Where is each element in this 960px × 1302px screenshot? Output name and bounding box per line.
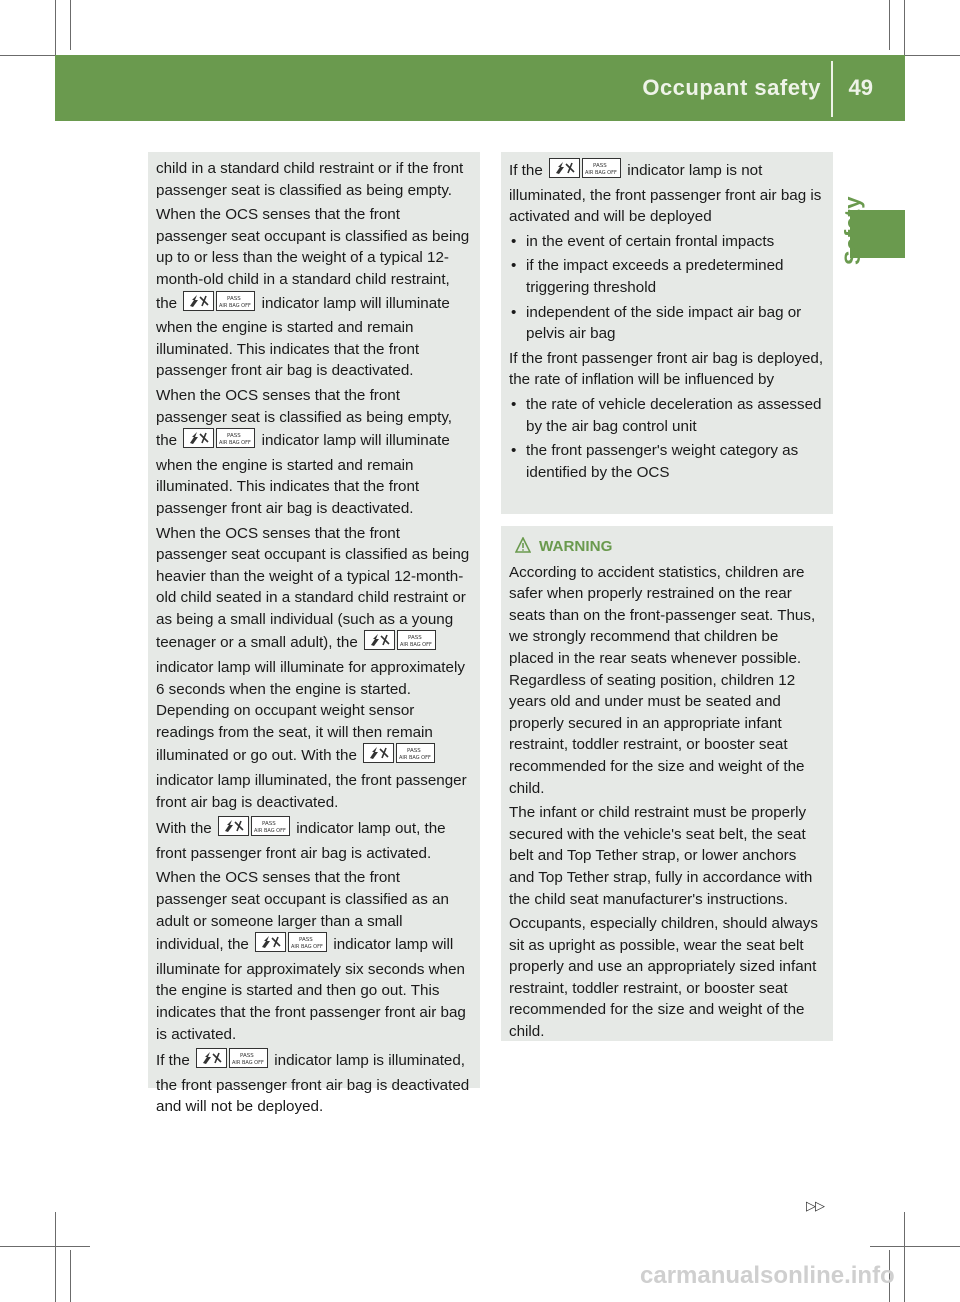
bullet-list [509, 231, 825, 345]
right-top-panel [501, 152, 833, 514]
pass-air-bag-off-icon [364, 630, 436, 657]
list-item: • the front passenger's weight category as identified by the OCS [509, 440, 825, 483]
paragraph: When the OCS senses that the front passenger seat occupant is classified as being heavier than the weight of a typical 12-month-old child seated in a standard child restraint or as being a small individual (such as a young teenager or a small adult), the PASS AIR BAG OFF indicator lamp will illuminate for approximately 6 seconds when the engine is started. Depending on occupant weight sensor readings from the seat, it will then remain illuminated or go out. With the PASS AIR BAG OFF indicator lamp illuminated, the front passenger front air bag is deactivated. [156, 524, 470, 811]
warning-label: WARNING [539, 538, 613, 555]
warning-panel [501, 526, 833, 1041]
pass-air-bag-off-icon [218, 816, 290, 843]
paragraph: When the OCS senses that the front passenger seat occupant is classified as being up to or less than the weight of a typical 12-month-old child in a standard child restraint, the PASS AIR BAG OFF indicator lamp will illuminate when the engine is started and remain illuminated. This indicates that the front passenger front air bag is deactivated. [156, 206, 470, 380]
svg-text:AIR BAG OFF: AIR BAG OFF [585, 170, 617, 176]
crop-mark [70, 0, 71, 50]
crop-mark [0, 1246, 90, 1247]
svg-text:AIR BAG OFF: AIR BAG OFF [219, 302, 252, 309]
paragraph: According to accident statistics, children are safer when properly restrained on the rear seats than on the front-passenger seat. Thus, we strongly recommend that children be placed in the rear seats whenever possible. Regardless of seating position, children 12 years old and under must be seated and properly secured in an appropriate infant restraint, toddler restraint, or booster seat recommended for the size and weight of the child. [509, 563, 816, 797]
paragraph: Occupants, especially children, should always sit as upright as possible, wear the seat belt properly and use an appropriately sized infant restraint, toddler restraint, or booster seat recommended for the size and weight of the child. [509, 915, 818, 1041]
pass-air-bag-off-icon [255, 932, 327, 959]
list-item: • independent of the side impact air bag or pelvis air bag [509, 302, 825, 345]
svg-text:AIR BAG OFF: AIR BAG OFF [219, 440, 252, 447]
page-number: 49 [848, 75, 873, 100]
paragraph: The infant or child restraint must be properly secured with the vehicle's seat belt, the seat belt and Top Tether strap, or lower anchors and Top Tether strap, fully in accordance with the child seat manufacturer's instructions. [509, 804, 813, 908]
side-tab-label: Safety [840, 196, 865, 266]
svg-text:AIR BAG OFF: AIR BAG OFF [253, 828, 286, 835]
svg-text:AIR BAG OFF: AIR BAG OFF [291, 944, 323, 951]
paragraph: With the PASS AIR BAG OFF indicator lamp out, the front passenger front air bag is activated. [156, 816, 472, 864]
crop-mark [55, 1212, 56, 1302]
paragraph: If the front passenger front air bag is deployed, the rate of inflation will be influenced by [509, 349, 824, 389]
svg-text:PASS: PASS [408, 635, 422, 642]
svg-text:PASS: PASS [240, 1053, 254, 1060]
watermark: carmanualsonline.info [640, 1262, 895, 1289]
crop-mark [70, 1250, 71, 1302]
crop-mark [870, 1246, 960, 1247]
svg-text:PASS: PASS [407, 748, 421, 755]
svg-text:PASS: PASS [261, 821, 276, 828]
crop-mark [904, 1212, 905, 1302]
svg-text:PASS: PASS [593, 163, 607, 169]
paragraph: When the OCS senses that the front passenger seat occupant is classified as an adult or someone larger than a small individual, the PASS AIR BAG OFF indicator lamp will illuminate for approximately six seconds when the engine is started and then go out. This indicates that the front passenger front air bag is activated. [156, 869, 466, 1043]
list-item: • if the impact exceeds a predetermined triggering threshold [509, 255, 825, 298]
svg-text:AIR BAG OFF: AIR BAG OFF [400, 642, 432, 649]
warning-triangle-icon [515, 537, 531, 553]
pass-air-bag-off-icon [183, 428, 255, 455]
svg-text:PASS: PASS [227, 295, 242, 302]
continue-arrows-icon: ▷▷ [806, 1198, 824, 1213]
svg-text:PASS: PASS [299, 937, 313, 944]
pass-air-bag-off-icon [549, 158, 621, 185]
pass-air-bag-off-icon [363, 743, 435, 770]
svg-text:AIR BAG OFF: AIR BAG OFF [232, 1060, 264, 1067]
paragraph: When the OCS senses that the front passenger seat is classified as being empty, the PASS AIR BAG OFF indicator lamp will illuminate when the engine is started and remain illuminated. This indicates that the front passenger front air bag is deactivated. [156, 386, 453, 517]
crop-mark [889, 0, 890, 50]
header-divider [831, 61, 833, 117]
pass-air-bag-off-icon [196, 1048, 268, 1075]
bullet-list [509, 394, 825, 483]
list-item: • the rate of vehicle deceleration as assessed by the air bag control unit [509, 394, 825, 437]
section-title: Occupant safety [642, 75, 821, 100]
left-column-panel [148, 152, 480, 1116]
paragraph: child in a standard child restraint or if the front passenger seat is classified as being empty. [156, 160, 464, 199]
paragraph: If the PASS AIR BAG OFF indicator lamp is not illuminated, the front passenger front air bag is activated and will be deployed [509, 158, 825, 228]
svg-text:AIR BAG OFF: AIR BAG OFF [399, 755, 432, 762]
pass-air-bag-off-icon [183, 291, 255, 318]
page-header [55, 55, 905, 121]
svg-text:PASS: PASS [227, 433, 242, 440]
list-item: • in the event of certain frontal impacts [509, 231, 825, 253]
paragraph: If the PASS AIR BAG OFF indicator lamp is illuminated, the front passenger front air bag is deactivated and will not be deployed. [156, 1048, 472, 1118]
warning-heading [515, 536, 825, 558]
